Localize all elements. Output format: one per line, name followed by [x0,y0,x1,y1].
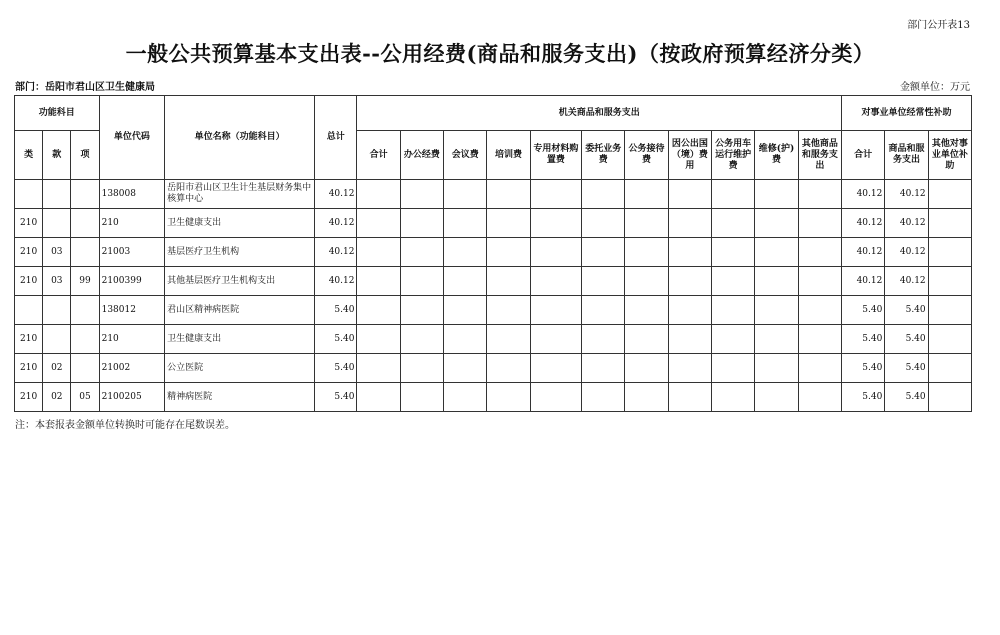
header-xiang: 项 [71,131,99,180]
cell-subsidy-goods: 40.12 [885,209,928,238]
cell-empty [530,383,581,412]
cell-xiang [71,209,99,238]
cell-unit-name: 君山区精神病医院 [165,296,315,325]
cell-empty [625,383,668,412]
cell-unit-name: 卫生健康支出 [165,325,315,354]
amount-unit-label: 金额单位：万元 [900,82,970,93]
header-function-subject: 功能科目 [15,96,100,131]
cell-empty [582,325,625,354]
cell-empty [487,296,530,325]
cell-xiang [71,296,99,325]
cell-empty [530,267,581,296]
cell-xiang [71,325,99,354]
department-label: 部门：岳阳市君山区卫生健康局 [15,82,155,93]
cell-empty [582,383,625,412]
cell-empty [357,238,400,267]
cell-empty [582,180,625,209]
cell-empty [712,296,755,325]
cell-xiang [71,238,99,267]
header-lei: 类 [15,131,43,180]
cell-empty [444,354,487,383]
cell-empty [798,238,841,267]
table-row [15,325,972,354]
cell-empty [668,180,711,209]
header-kuan: 款 [43,131,71,180]
cell-empty [487,238,530,267]
cell-empty [625,354,668,383]
cell-kuan [43,180,71,209]
cell-lei [15,296,43,325]
cell-empty [487,354,530,383]
cell-empty [582,209,625,238]
page-title: 一般公共预算基本支出表--公用经费(商品和服务支出)（按政府预算经济分类） [125,41,875,66]
cell-empty [400,180,443,209]
cell-empty [487,383,530,412]
cell-xiang [71,354,99,383]
cell-empty [712,267,755,296]
cell-subsidy-other [928,296,971,325]
cell-empty [625,267,668,296]
cell-total: 40.12 [315,238,357,267]
cell-empty [712,180,755,209]
header-office-expense: 办公经费 [400,131,443,180]
cell-empty [755,209,798,238]
cell-empty [530,325,581,354]
cell-unit-code: 2100205 [99,383,164,412]
cell-subsidy-other [928,180,971,209]
cell-xiang: 05 [71,383,99,412]
header-agency-total: 合计 [357,131,400,180]
header-vehicle-maintenance: 公务用车运行维护费 [712,131,755,180]
cell-subsidy-goods: 5.40 [885,325,928,354]
cell-empty [444,209,487,238]
cell-unit-code: 2100399 [99,267,164,296]
cell-kuan: 02 [43,383,71,412]
cell-empty [400,238,443,267]
cell-subsidy-goods: 5.40 [885,383,928,412]
cell-empty [798,325,841,354]
cell-subsidy-goods: 40.12 [885,180,928,209]
header-subsidy-total: 合计 [842,131,885,180]
cell-empty [712,209,755,238]
cell-empty [755,325,798,354]
cell-empty [668,383,711,412]
cell-empty [712,325,755,354]
cell-empty [625,325,668,354]
cell-empty [444,267,487,296]
cell-empty [400,209,443,238]
cell-subsidy-total: 40.12 [842,209,885,238]
cell-empty [530,209,581,238]
cell-subsidy-total: 5.40 [842,296,885,325]
cell-empty [582,296,625,325]
cell-subsidy-goods: 5.40 [885,354,928,383]
cell-subsidy-goods: 40.12 [885,267,928,296]
cell-subsidy-goods: 5.40 [885,296,928,325]
page-number: 部门公开表13 [907,20,970,31]
cell-empty [625,209,668,238]
table-row [15,354,972,383]
cell-lei [15,180,43,209]
cell-total: 5.40 [315,354,357,383]
cell-empty [798,354,841,383]
cell-unit-code: 210 [99,209,164,238]
cell-empty [400,325,443,354]
cell-empty [712,238,755,267]
cell-kuan: 03 [43,238,71,267]
cell-subsidy-other [928,209,971,238]
header-other-goods-services: 其他商品和服务支出 [798,131,841,180]
cell-empty [755,296,798,325]
cell-unit-code: 138012 [99,296,164,325]
cell-empty [755,180,798,209]
cell-empty [357,325,400,354]
cell-unit-name: 岳阳市君山区卫生计生基层财务集中核算中心 [165,180,315,209]
cell-total: 5.40 [315,325,357,354]
cell-unit-code: 21003 [99,238,164,267]
header-official-reception: 公务接待费 [625,131,668,180]
cell-empty [625,238,668,267]
cell-empty [400,383,443,412]
cell-total: 40.12 [315,209,357,238]
header-subsidy-group: 对事业单位经常性补助 [842,96,972,131]
cell-empty [668,209,711,238]
header-agency-group: 机关商品和服务支出 [357,96,842,131]
footnote: 注：本套报表金额单位转换时可能存在尾数误差。 [15,420,235,431]
cell-subsidy-total: 5.40 [842,354,885,383]
cell-total: 5.40 [315,383,357,412]
cell-empty [668,354,711,383]
cell-total: 40.12 [315,267,357,296]
table-row [15,267,972,296]
cell-empty [530,354,581,383]
cell-empty [357,180,400,209]
cell-unit-name: 公立医院 [165,354,315,383]
cell-empty [487,325,530,354]
header-overseas-travel: 因公出国（境）费用 [668,131,711,180]
header-entrusted-business: 委托业务费 [582,131,625,180]
cell-empty [798,383,841,412]
cell-empty [668,238,711,267]
header-subsidy-goods-services: 商品和服务支出 [885,131,928,180]
cell-kuan [43,296,71,325]
cell-empty [712,354,755,383]
table-row [15,209,972,238]
cell-kuan: 03 [43,267,71,296]
cell-subsidy-total: 5.40 [842,325,885,354]
cell-xiang [71,180,99,209]
cell-empty [755,383,798,412]
cell-unit-code: 21002 [99,354,164,383]
cell-empty [444,325,487,354]
cell-total: 40.12 [315,180,357,209]
cell-lei: 210 [15,325,43,354]
cell-empty [444,180,487,209]
cell-lei: 210 [15,354,43,383]
cell-unit-code: 138008 [99,180,164,209]
cell-empty [357,209,400,238]
budget-table [14,95,972,412]
cell-empty [357,296,400,325]
table-row [15,238,972,267]
cell-empty [487,209,530,238]
cell-empty [582,354,625,383]
cell-subsidy-total: 40.12 [842,180,885,209]
header-unit-name: 单位名称（功能科目） [165,96,315,180]
cell-empty [625,180,668,209]
cell-empty [755,267,798,296]
cell-unit-name: 卫生健康支出 [165,209,315,238]
header-unit-code: 单位代码 [99,96,164,180]
cell-empty [444,238,487,267]
cell-lei: 210 [15,267,43,296]
cell-empty [444,383,487,412]
cell-empty [712,383,755,412]
header-meeting-expense: 会议费 [444,131,487,180]
cell-subsidy-other [928,267,971,296]
cell-empty [755,238,798,267]
header-training-expense: 培训费 [487,131,530,180]
header-total: 总计 [315,96,357,180]
table-row [15,383,972,412]
cell-subsidy-other [928,383,971,412]
table-row [15,296,972,325]
cell-empty [798,209,841,238]
cell-empty [798,296,841,325]
cell-empty [357,383,400,412]
cell-total: 5.40 [315,296,357,325]
cell-lei: 210 [15,238,43,267]
cell-xiang: 99 [71,267,99,296]
cell-subsidy-total: 40.12 [842,267,885,296]
cell-empty [530,238,581,267]
cell-empty [582,238,625,267]
cell-empty [668,325,711,354]
table-row [15,180,972,209]
cell-kuan: 02 [43,354,71,383]
cell-unit-code: 210 [99,325,164,354]
header-repair-expense: 维修(护)费 [755,131,798,180]
header-special-material: 专用材料购置费 [530,131,581,180]
cell-empty [530,296,581,325]
cell-empty [487,180,530,209]
cell-subsidy-goods: 40.12 [885,238,928,267]
cell-empty [444,296,487,325]
cell-empty [357,267,400,296]
cell-subsidy-total: 40.12 [842,238,885,267]
cell-empty [625,296,668,325]
cell-empty [582,267,625,296]
cell-subsidy-other [928,325,971,354]
cell-kuan [43,325,71,354]
cell-subsidy-other [928,238,971,267]
cell-empty [487,267,530,296]
cell-subsidy-other [928,354,971,383]
header-subsidy-other: 其他对事业单位补助 [928,131,971,180]
cell-empty [400,354,443,383]
cell-empty [400,296,443,325]
cell-unit-name: 其他基层医疗卫生机构支出 [165,267,315,296]
cell-empty [798,180,841,209]
cell-unit-name: 精神病医院 [165,383,315,412]
cell-empty [755,354,798,383]
cell-kuan [43,209,71,238]
cell-subsidy-total: 5.40 [842,383,885,412]
cell-unit-name: 基层医疗卫生机构 [165,238,315,267]
cell-empty [668,296,711,325]
cell-lei: 210 [15,209,43,238]
cell-empty [400,267,443,296]
cell-empty [798,267,841,296]
cell-empty [530,180,581,209]
cell-empty [668,267,711,296]
cell-empty [357,354,400,383]
cell-lei: 210 [15,383,43,412]
